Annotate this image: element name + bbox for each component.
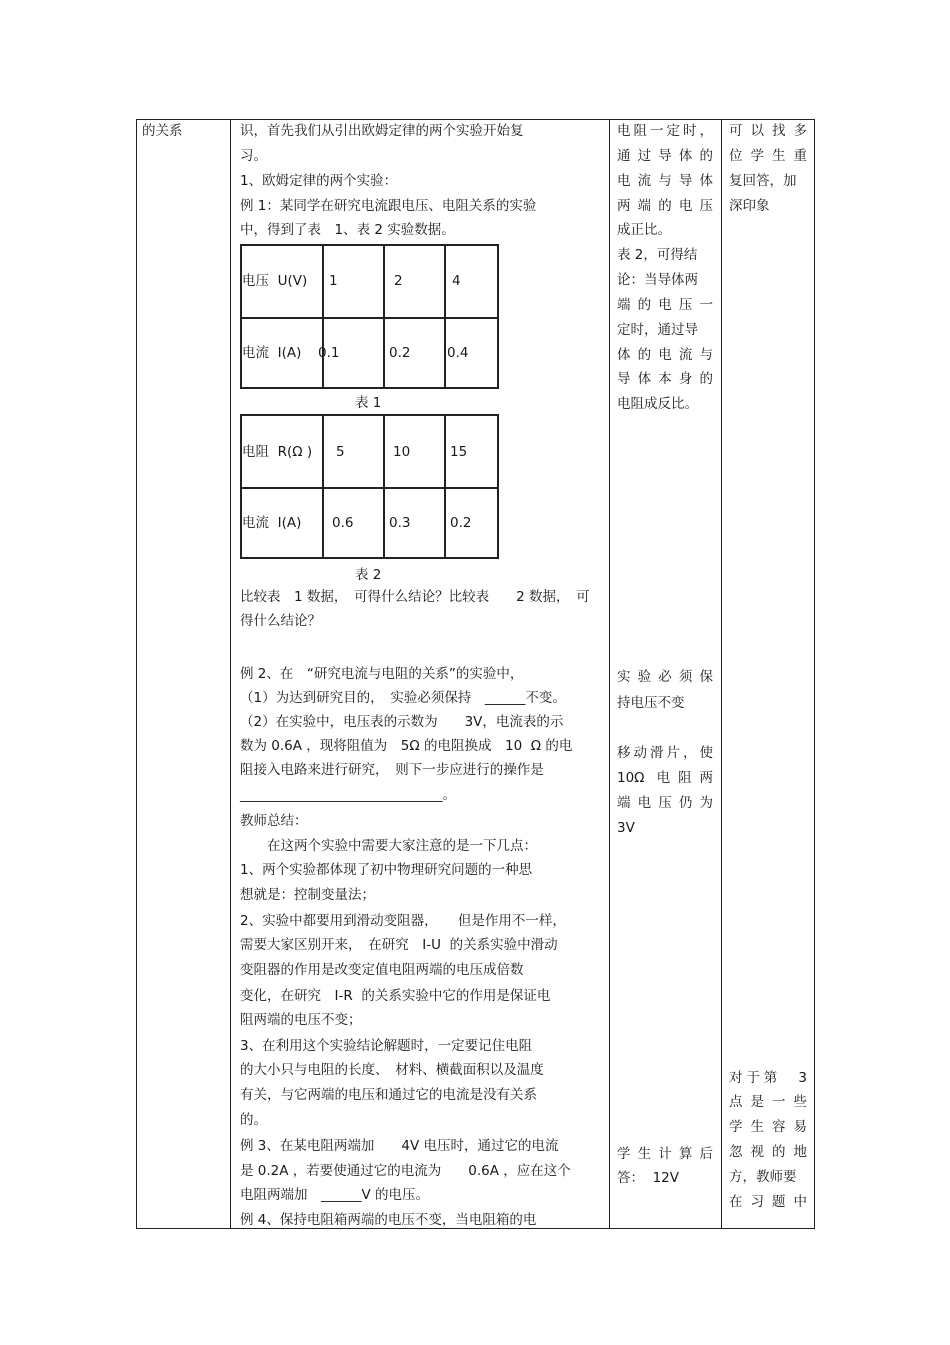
- table-cell: 0.2: [450, 515, 472, 531]
- answer-line: 电流与导体: [617, 173, 713, 189]
- table-1-caption: 表 1: [355, 395, 382, 411]
- summary-line: 的大小只与电阻的长度、 材料、横截面积以及温度: [240, 1062, 544, 1078]
- table-cell: 10: [393, 444, 411, 460]
- answer-line: 端的电压一: [617, 297, 713, 313]
- answer-line: 端电压仍为: [617, 795, 713, 811]
- summary-line: 变阻器的作用是改变定值电阻两端的电压成倍数: [240, 962, 524, 978]
- table-cell-label: 电流 I(A): [242, 515, 302, 531]
- summary-line: 1、两个实验都体现了初中物理研究问题的一种思: [240, 862, 533, 878]
- example-2-line: （2）在实验中，电压表的示数为 3V，电流表的示: [240, 714, 564, 730]
- table-cell: 15: [450, 444, 468, 460]
- note-line: 复回答，加: [729, 173, 797, 189]
- note-line: 忽视的地: [729, 1144, 807, 1160]
- data-table-1: [240, 244, 499, 389]
- note-line: 对于第 3: [729, 1070, 807, 1086]
- table-cell: 0.3: [389, 515, 411, 531]
- example-2-line: 阻接入电路来进行研究， 则下一步应进行的操作是: [240, 762, 544, 778]
- example-4-line: 例 4、保持电阻箱两端的电压不变，当电阻箱的电: [240, 1212, 537, 1228]
- answer-line: 论：当导体两: [617, 272, 698, 288]
- example-2-answer-blank: ______________________________。: [240, 787, 456, 803]
- table-cell: 5: [336, 444, 345, 460]
- compare-question: 得什么结论？: [240, 613, 321, 629]
- note-line: 位学生重: [729, 148, 807, 164]
- table-cell: 0.4: [447, 345, 469, 361]
- example-1-line: 例 1：某同学在研究电流跟电压、电阻关系的实验: [240, 198, 537, 214]
- answer-line: 成正比。: [617, 222, 671, 238]
- compare-question: 比较表 1 数据， 可得什么结论？比较表 2 数据， 可: [240, 589, 590, 605]
- answer-line: 体的电流与: [617, 347, 713, 363]
- answer-line: 移动滑片，使: [617, 745, 713, 761]
- summary-line: 想就是：控制变量法；: [240, 887, 375, 903]
- table-cell: 1: [329, 273, 338, 289]
- note-line: 在习题中: [729, 1194, 807, 1210]
- example-3-line: 例 3、在某电阻两端加 4V 电压时，通过它的电流: [240, 1138, 559, 1154]
- table-cell: 2: [394, 273, 403, 289]
- table-cell: 0.2: [389, 345, 411, 361]
- intro-line: 识，首先我们从引出欧姆定律的两个实验开始复: [240, 123, 524, 139]
- answer-line: 定时，通过导: [617, 322, 698, 338]
- column-divider: [609, 119, 610, 1229]
- table-cell-label: 电压 U(V): [242, 273, 308, 289]
- note-line: 可以找多: [729, 123, 807, 139]
- summary-line: 阻两端的电压不变；: [240, 1012, 362, 1028]
- answer-line: 答： 12V: [617, 1170, 679, 1186]
- example-3-line: 是 0.2A ，若要使通过它的电流为 0.6A ，应在这个: [240, 1163, 571, 1179]
- table-cell: 4: [452, 273, 461, 289]
- note-line: 学生容易: [729, 1119, 807, 1135]
- table-cell-label: 电阻 R(Ω ): [242, 444, 313, 460]
- data-table-2: [240, 414, 499, 559]
- summary-line: 3、在利用这个实验结论解题时，一定要记住电阻: [240, 1038, 533, 1054]
- experiment-heading: 1、欧姆定律的两个实验：: [240, 173, 398, 189]
- summary-line: 在这两个实验中需要大家注意的是一下几点：: [240, 838, 537, 854]
- answer-line: 10Ω 电阻两: [617, 770, 713, 786]
- answer-line: 通过导体的: [617, 148, 713, 164]
- answer-line: 两端的电压: [617, 198, 713, 214]
- answer-line: 电阻成反比。: [617, 396, 698, 412]
- answer-line: 持电压不变: [617, 695, 685, 711]
- summary-line: 的。: [240, 1112, 267, 1128]
- table-cell: 0.6: [332, 515, 354, 531]
- answer-line: 表 2，可得结: [617, 247, 698, 263]
- table-2-caption: 表 2: [355, 567, 382, 583]
- summary-line: 变化，在研究 I-R 的关系实验中它的作用是保证电: [240, 988, 551, 1004]
- summary-line: 需要大家区别开来， 在研究 I-U 的关系实验中滑动: [240, 937, 558, 953]
- topic-text: 的关系: [142, 123, 183, 139]
- answer-line: 学生计算后: [617, 1146, 713, 1162]
- answer-line: 3V: [617, 820, 635, 836]
- note-line: 方，教师要: [729, 1169, 797, 1185]
- column-divider: [721, 119, 722, 1229]
- example-2-line: （1）为达到研究目的， 实验必须保持 ______不变。: [240, 690, 566, 706]
- table-cell: 0.1: [318, 345, 340, 361]
- column-divider: [230, 119, 231, 1229]
- summary-line: 2、实验中都要用到滑动变阻器， 但是作用不一样，: [240, 913, 566, 929]
- example-2-line: 例 2、在 “研究电流与电阻的关系”的实验中，: [240, 666, 524, 682]
- example-2-line: 数为 0.6A ，现将阻值为 5Ω 的电阻换成 10 Ω 的电: [240, 738, 573, 754]
- summary-title: 教师总结：: [240, 813, 308, 829]
- example-1-line: 中，得到了表 1、表 2 实验数据。: [240, 222, 455, 238]
- intro-line: 习。: [240, 148, 267, 164]
- summary-line: 有关，与它两端的电压和通过它的电流是没有关系: [240, 1087, 537, 1103]
- example-3-line: 电阻两端加 ______V 的电压。: [240, 1187, 430, 1203]
- answer-line: 电阻一定时，: [617, 123, 713, 139]
- answer-line: 实验必须保: [617, 669, 713, 685]
- note-line: 深印象: [729, 198, 770, 214]
- answer-line: 导体本身的: [617, 371, 713, 387]
- note-line: 点是一些: [729, 1094, 807, 1110]
- table-cell-label: 电流 I(A): [242, 345, 302, 361]
